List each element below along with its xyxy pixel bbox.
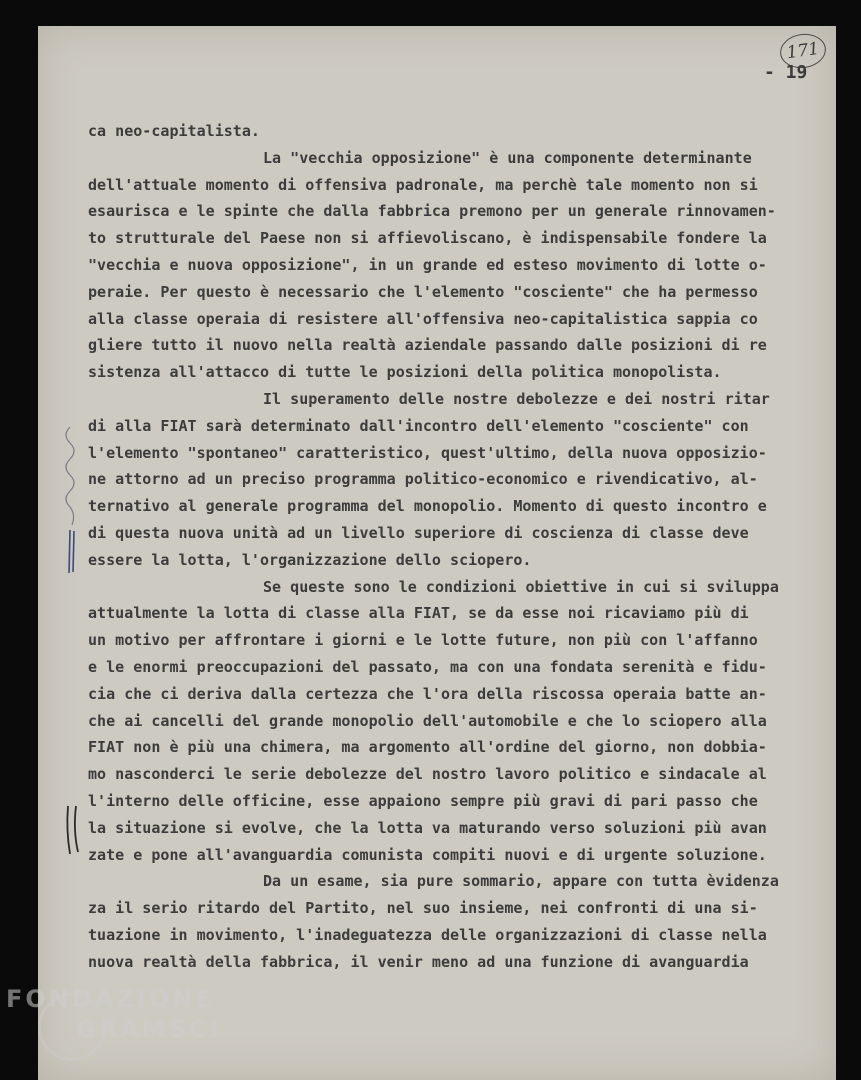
margin-double-line-mark [64, 528, 80, 576]
text-line: Il superamento delle nostre debolezze e dei nostri ritar [263, 389, 770, 408]
watermark-logo [6, 985, 222, 1043]
text-line: tuazione in movimento, l'inadeguatezza delle organizzazioni di classe nella [88, 925, 767, 944]
watermark-text: GRAMSCI [76, 1015, 222, 1043]
text-line: attualmente la lotta di classe alla FIAT, se da esse noi ricaviamo più di [88, 604, 749, 623]
text-line: ca neo-capitalista. [88, 122, 260, 140]
text-line: che ai cancelli del grande monopolio dell'automobile e che lo sciopero alla [88, 711, 767, 730]
text-line: ternativo al generale programma del monopolio. Momento di questo incontro e [88, 497, 767, 516]
text-line: La "vecchia opposizione" è una componente determinante [263, 148, 752, 167]
text-line: gliere tutto il nuovo nella realtà aziendale passando dalle posizioni di re [88, 336, 767, 355]
text-line: peraie. Per questo è necessario che l'elemento "cosciente" che ha permesso [88, 282, 758, 301]
text-line: "vecchia e nuova opposizione", in un grande ed esteso movimento di lotte o- [88, 255, 767, 274]
text-line: l'interno delle officine, esse appaiono sempre più gravi di pari passo che [88, 791, 758, 810]
text-line: alla classe operaia di resistere all'offensiva neo-capitalistica sappia co [88, 309, 758, 328]
text-line: un motivo per affrontare i giorni e le lotte future, non più con l'affanno [88, 631, 758, 650]
document-body [88, 118, 818, 976]
text-line: nuova realtà della fabbrica, il venir meno ad una funzione di avanguardia [88, 952, 749, 971]
text-line: FIAT non è più una chimera, ma argomento all'ordine del giorno, non dobbia- [88, 738, 767, 757]
text-line: Da un esame, sia pure sommario, appare con tutta èvidenza [263, 872, 779, 891]
text-line: dell'attuale momento di offensiva padronale, ma perchè tale momento non si [88, 175, 758, 194]
text-line: di alla FIAT sarà determinato dall'incontro dell'elemento "cosciente" con [88, 416, 749, 435]
text-line: to strutturale del Paese non si affievoliscano, è indispensabile fondere la [88, 229, 767, 248]
page-number: - 19 [764, 62, 808, 83]
text-line: zate e pone all'avanguardia comunista compiti nuovi e di urgente soluzione. [88, 845, 767, 864]
text-line: l'elemento "spontaneo" caratteristico, quest'ultimo, della nuova opposizio- [88, 443, 767, 462]
text-line: la situazione si evolve, che la lotta va maturando verso soluzioni più avan [88, 818, 767, 837]
text-line: esaurisca e le spinte che dalla fabbrica premono per un generale rinnovamen- [88, 202, 776, 221]
text-line: ne attorno ad un preciso programma politico-economico e rivendicativo, al- [88, 470, 758, 489]
watermark-text: FONDAZIONE [6, 985, 215, 1013]
text-line: cia che ci deriva dalla certezza che l'ora della riscossa operaia batte an- [88, 684, 767, 703]
text-line: essere la lotta, l'organizzazione dello sciopero. [88, 550, 532, 569]
text-line: e le enormi preoccupazioni del passato, ma con una fondata serenità e fidu- [88, 657, 767, 676]
archive-number: 171 [778, 31, 828, 71]
text-line: sistenza all'attacco di tutte le posizioni della politica monopolista. [88, 363, 722, 382]
text-line: za il serio ritardo del Partito, nel suo insieme, nei confronti di una si- [88, 899, 758, 918]
text-line: Se queste sono le condizioni obiettive in cui si sviluppa [263, 577, 779, 596]
text-line: di questa nuova unità ad un livello superiore di coscienza di classe deve [88, 523, 749, 542]
text-line: mo nasconderci le serie debolezze del nostro lavoro politico e sindacale al [88, 765, 767, 784]
margin-wavy-mark [58, 425, 80, 530]
margin-double-line-mark [60, 802, 86, 858]
